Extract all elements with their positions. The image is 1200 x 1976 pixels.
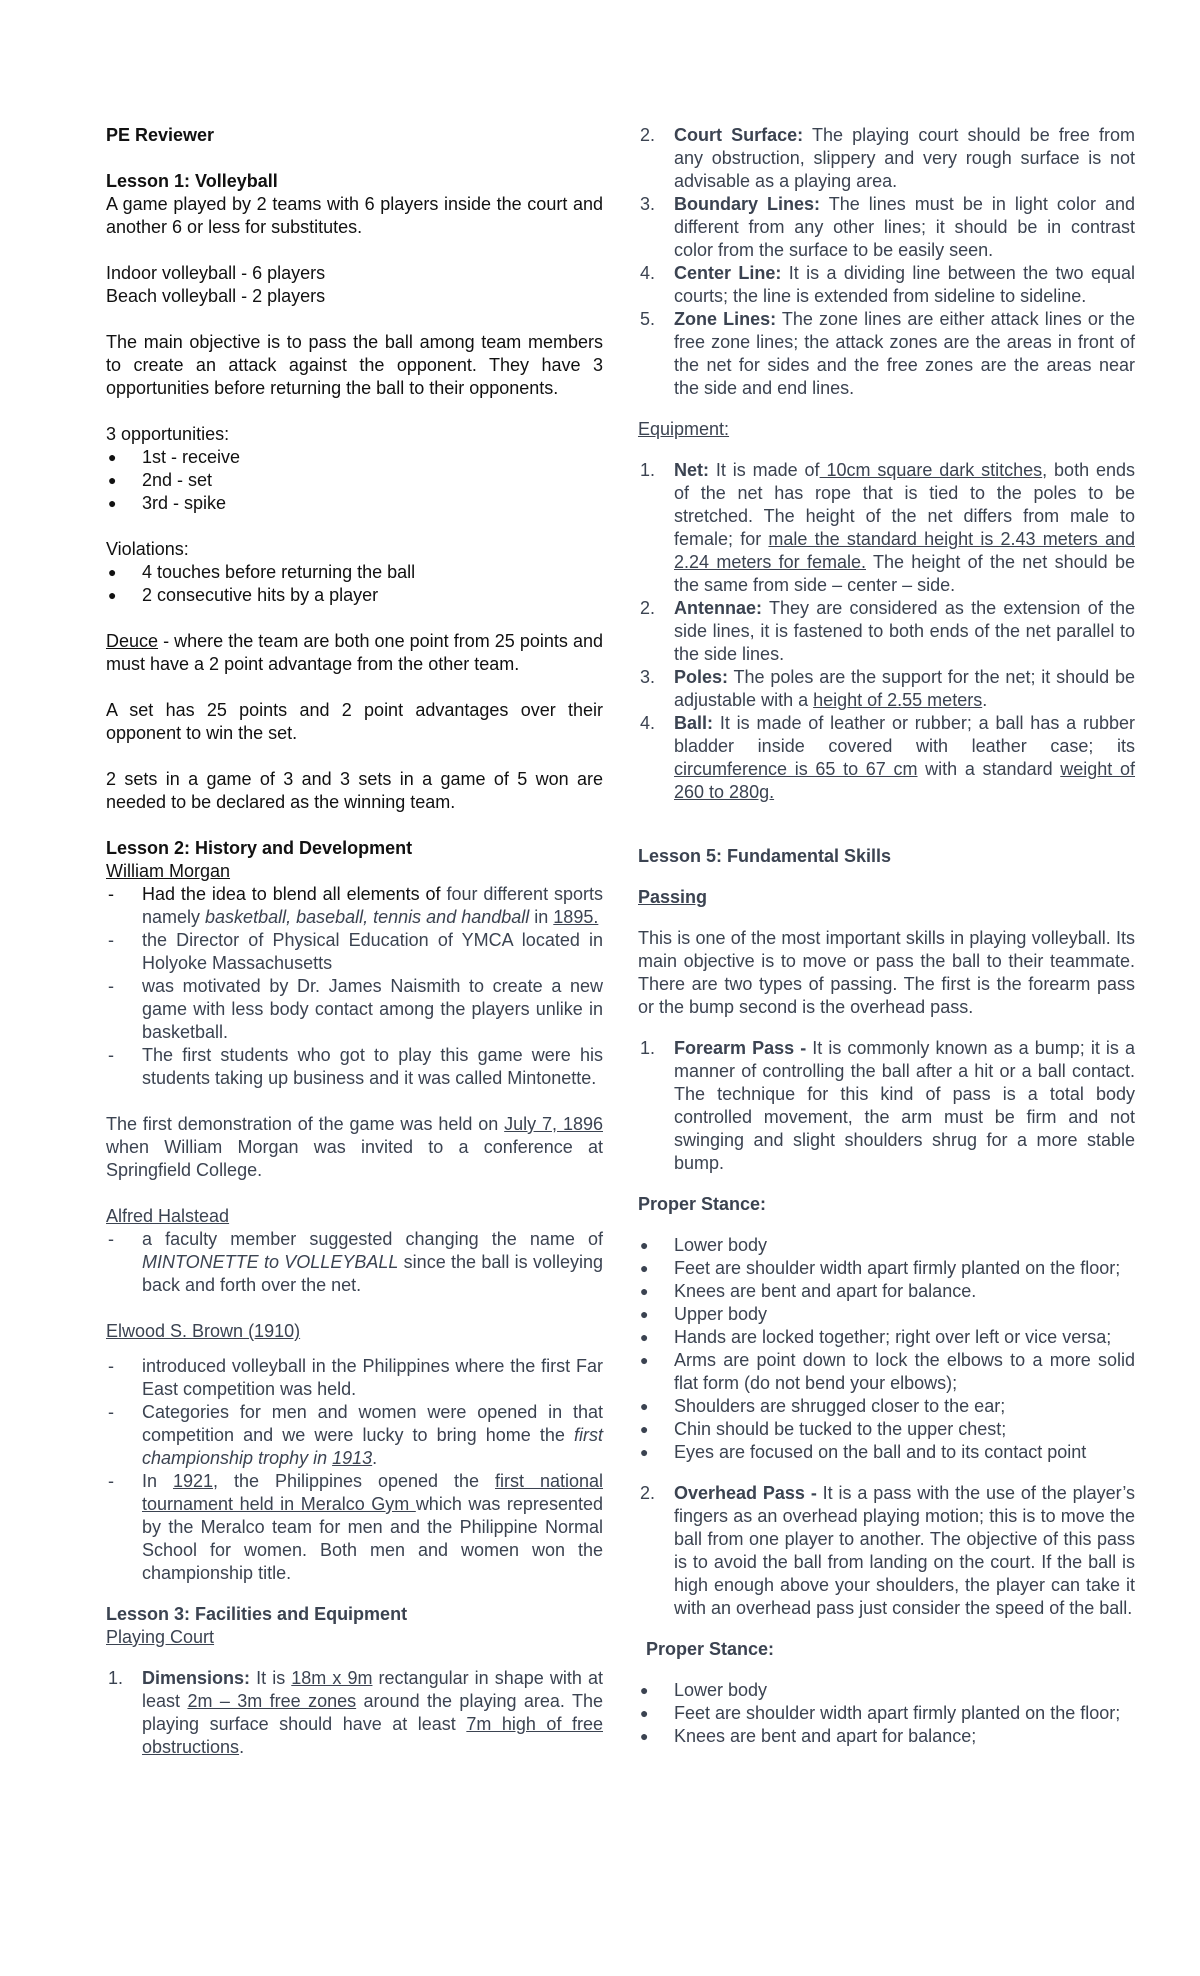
list-item: ● 1st - receive	[106, 446, 603, 469]
elwood-brown-heading: Elwood S. Brown (1910)	[106, 1321, 301, 1341]
court-list-part2	[638, 124, 1135, 400]
list-item: 5. Zone Lines: The zone lines are either attack lines or the free zone lines; the attack zones are the areas in front of the net for sides and the free zones are the areas near the side and end lines.	[640, 309, 1135, 398]
violations-label: Violations:	[106, 539, 189, 559]
list-item: - Had the idea to blend all elements of four different sports namely basketball, baseball, tennis and handball in 1895.	[106, 883, 603, 929]
list-item: 3. Poles: The poles are the support for the net; it should be adjustable with a height of 2.55 meters.	[640, 667, 1135, 710]
lesson1-heading: Lesson 1: Volleyball	[106, 171, 278, 191]
list-item: ● Lower body	[638, 1234, 1135, 1257]
list-item: ● 3rd - spike	[106, 492, 603, 515]
list-item: ● Upper body	[638, 1303, 1135, 1326]
indoor-volleyball: Indoor volleyball - 6 players	[106, 263, 326, 283]
list-item: ● Arms are point down to lock the elbows to a more solid flat form (do not bend your elbows);	[638, 1349, 1135, 1395]
list-item: - introduced volleyball in the Philippines where the first Far East competition was held.	[106, 1355, 603, 1401]
list-item: ● Shoulders are shrugged closer to the ear;	[638, 1395, 1135, 1418]
opportunities-label: 3 opportunities:	[106, 424, 230, 444]
halstead-list	[106, 1228, 603, 1297]
list-item: - The first students who got to play this game were his students taking up business and it was called Mintonette.	[106, 1044, 603, 1090]
left-column	[106, 124, 603, 1759]
list-item: ● Feet are shoulder width apart firmly planted on the floor;	[638, 1702, 1135, 1725]
violations-list	[106, 561, 603, 607]
list-item: 2. Antennae: They are considered as the extension of the side lines, it is fastened to both ends of the net parallel to the side lines.	[640, 598, 1135, 664]
list-item: 4. Ball: It is made of leather or rubber; a ball has a rubber bladder inside covered with leather case; its circumference is 65 to 67 cm with a standard weight of 260 to 280g.	[640, 713, 1136, 802]
list-item: ● 2nd - set	[106, 469, 603, 492]
alfred-halstead-heading: Alfred Halstead	[106, 1206, 230, 1226]
list-item: ● Knees are bent and apart for balance;	[638, 1725, 1135, 1748]
lesson3-heading: Lesson 3: Facilities and Equipment	[106, 1604, 408, 1624]
demonstration-paragraph: The first demonstration of the game was held on July 7, 1896 when William Morgan was invited to a conference at Springfield College.	[106, 1114, 603, 1180]
william-morgan-heading: William Morgan	[106, 861, 231, 881]
stance-list-2	[638, 1679, 1135, 1748]
equipment-list	[638, 459, 1135, 804]
list-item: ● 4 touches before returning the ball	[106, 561, 603, 584]
list-item: ● 2 consecutive hits by a player	[106, 584, 603, 607]
set-paragraph: A set has 25 points and 2 point advantages over their opponent to win the set.	[106, 700, 603, 743]
list-item: ● Hands are locked together; right over left or vice versa;	[638, 1326, 1135, 1349]
passing-list-2	[638, 1482, 1135, 1620]
list-item: ● Lower body	[638, 1679, 1135, 1702]
lesson5-heading: Lesson 5: Fundamental Skills	[638, 846, 892, 866]
right-column	[638, 124, 1135, 1748]
list-item: 1. Net: It is made of 10cm square dark stitches, both ends of the net has rope that is tied to the poles to be stretched. The height of the net differs from male to female; for male the standard height is 2.43 meters and 2.24 meters for female. The height of the net should be the same from side – center – side.	[640, 460, 1135, 595]
list-item: ● Knees are bent and apart for balance.	[638, 1280, 1135, 1303]
list-item: 1. Dimensions: It is 18m x 9m rectangular in shape with at least 2m – 3m free zones around the playing area. The playing surface should have at least 7m high of free obstructions.	[108, 1668, 603, 1757]
brown-list	[106, 1355, 603, 1585]
proper-stance-heading: Proper Stance:	[646, 1639, 775, 1659]
list-item: 2. Court Surface: The playing court should be free from any obstruction, slippery and very rough surface is not advisable as a playing area.	[640, 125, 1136, 191]
document-title: PE Reviewer	[106, 125, 215, 145]
sets-paragraph: 2 sets in a game of 3 and 3 sets in a game of 5 won are needed to be declared as the winning team.	[106, 769, 603, 812]
list-item: 3. Boundary Lines: The lines must be in light color and different from any other lines; it should be in contrast color from the surface to be easily seen.	[640, 194, 1135, 260]
list-item: - was motivated by Dr. James Naismith to create a new game with less body contact among the players unlike in basketball.	[106, 975, 603, 1044]
list-item: ● Chin should be tucked to the upper chest;	[638, 1418, 1135, 1441]
deuce-definition: - where the team are both one point from 25 points and must have a 2 point advantage from the other team.	[106, 631, 603, 674]
stance-list-1	[638, 1234, 1135, 1464]
passing-heading: Passing	[638, 887, 708, 907]
playing-court-heading: Playing Court	[106, 1627, 215, 1647]
list-item: - the Director of Physical Education of YMCA located in Holyoke Massachusetts	[106, 929, 603, 975]
deuce-term: Deuce	[106, 631, 159, 651]
lesson1-intro: A game played by 2 teams with 6 players inside the court and another 6 or less for substitutes.	[106, 194, 603, 237]
list-item: - In 1921, the Philippines opened the first national tournament held in Meralco Gym which was represented by the Meralco team for men and the Philippine Normal School for women. Both men and women won the championship title.	[106, 1470, 603, 1585]
deuce-paragraph	[106, 630, 603, 676]
list-item: - a faculty member suggested changing the name of MINTONETTE to VOLLEYBALL since the ball is volleying back and forth over the net.	[106, 1228, 603, 1297]
list-item: - Categories for men and women were opened in that competition and we were lucky to bring home the first championship trophy in 1913.	[106, 1401, 603, 1470]
morgan-list	[106, 883, 603, 1090]
list-item: ● Eyes are focused on the ball and to its contact point	[638, 1441, 1135, 1464]
passing-list-1	[638, 1037, 1135, 1175]
list-item: 4. Center Line: It is a dividing line between the two equal courts; the line is extended from sideline to sideline.	[640, 263, 1135, 306]
objective-paragraph: The main objective is to pass the ball among team members to create an attack against the opponent. They have 3 opportunities before returning the ball to their opponents.	[106, 332, 603, 398]
opportunities-list	[106, 446, 603, 515]
proper-stance-heading: Proper Stance:	[638, 1194, 767, 1214]
equipment-heading: Equipment:	[638, 419, 730, 439]
list-item: 2. Overhead Pass - It is a pass with the use of the player’s fingers as an overhead playing motion; this is to move the ball from one player to another. The objective of this pass is to avoid the ball from landing on the court. If the ball is high enough above your shoulders, the player can take it with an overhead pass just consider the speed of the ball.	[640, 1483, 1135, 1618]
list-item: ● Feet are shoulder width apart firmly planted on the floor;	[638, 1257, 1135, 1280]
lesson2-heading: Lesson 2: History and Development	[106, 838, 413, 858]
list-item: 1. Forearm Pass - It is commonly known as a bump; it is a manner of controlling the ball after a hit or a ball contact. The technique for this kind of pass is a total body controlled movement, the arm must be firm and not swinging and slight shoulders shrug for a more stable bump.	[640, 1038, 1136, 1173]
beach-volleyball: Beach volleyball - 2 players	[106, 286, 326, 306]
court-list-part1	[106, 1667, 603, 1759]
passing-intro: This is one of the most important skills in playing volleyball. Its main objective is to move or pass the ball to their teammate. There are two types of passing. The first is the forearm pass or the bump second is the overhead pass.	[638, 928, 1135, 1017]
